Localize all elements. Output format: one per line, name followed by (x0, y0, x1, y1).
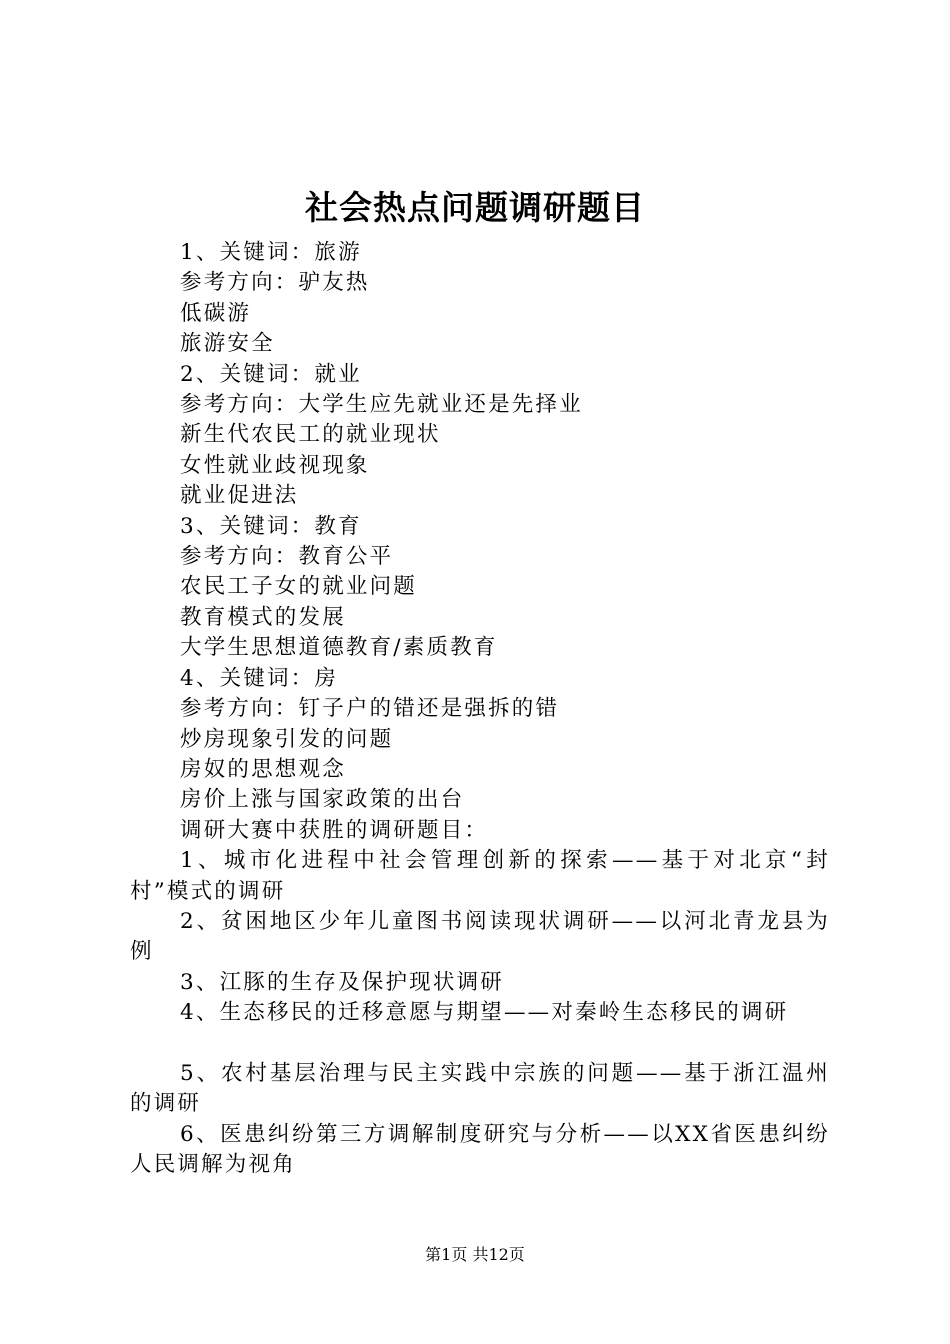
text-line: 旅游安全 (180, 331, 275, 357)
text-line: 3、关键词：教育 (180, 513, 362, 539)
winner-item: 5、农村基层治理与民主实践中宗族的问题——基于浙江温州的调研 (130, 1060, 830, 1117)
text-line: 1、关键词：旅游 (180, 240, 362, 265)
text-line: 参考方向：大学生应先就业还是先择业 (180, 392, 583, 418)
document-body (130, 238, 830, 1181)
text-line: 房价上涨与国家政策的出台 (180, 787, 465, 813)
page-number: 第1页 共12页 (425, 1245, 525, 1264)
winner-item: 1、城市化进程中社会管理创新的探索——基于对北京“封村”模式的调研 (130, 848, 830, 904)
text-line: 房奴的思想观念 (180, 756, 346, 782)
text-line: 女性就业歧视现象 (180, 452, 370, 478)
winner-item: 2、贫困地区少年儿童图书阅读现状调研——以河北青龙县为例 (130, 908, 830, 965)
text-line: 就业促进法 (180, 483, 299, 509)
text-line: 4、关键词：房 (180, 665, 339, 691)
winner-item: 6、医患纠纷第三方调解制度研究与分析——以XX省医患纠纷人民调解为视角 (130, 1121, 830, 1178)
text-line: 低碳游 (180, 300, 252, 326)
blank-line (130, 1029, 830, 1059)
text-line: 2、关键词：就业 (180, 361, 362, 387)
document-title: 社会热点问题调研题目 (305, 188, 645, 227)
winner-item: 3、江豚的生存及保护现状调研 (180, 969, 504, 995)
text-line: 农民工子女的就业问题 (180, 574, 418, 600)
text-line: 参考方向：驴友热 (180, 270, 370, 296)
text-line: 大学生思想道德教育/素质教育 (180, 635, 498, 661)
text-line: 参考方向：钉子户的错还是强拆的错 (180, 696, 560, 722)
text-line: 调研大赛中获胜的调研题目： (180, 817, 489, 843)
text-line: 教育模式的发展 (180, 604, 346, 630)
winner-item: 4、生态移民的迁移意愿与期望——对秦岭生态移民的调研 (180, 1000, 789, 1026)
text-line: 炒房现象引发的问题 (180, 726, 394, 752)
text-line: 参考方向：教育公平 (180, 544, 394, 570)
text-line: 新生代农民工的就业现状 (180, 422, 441, 448)
